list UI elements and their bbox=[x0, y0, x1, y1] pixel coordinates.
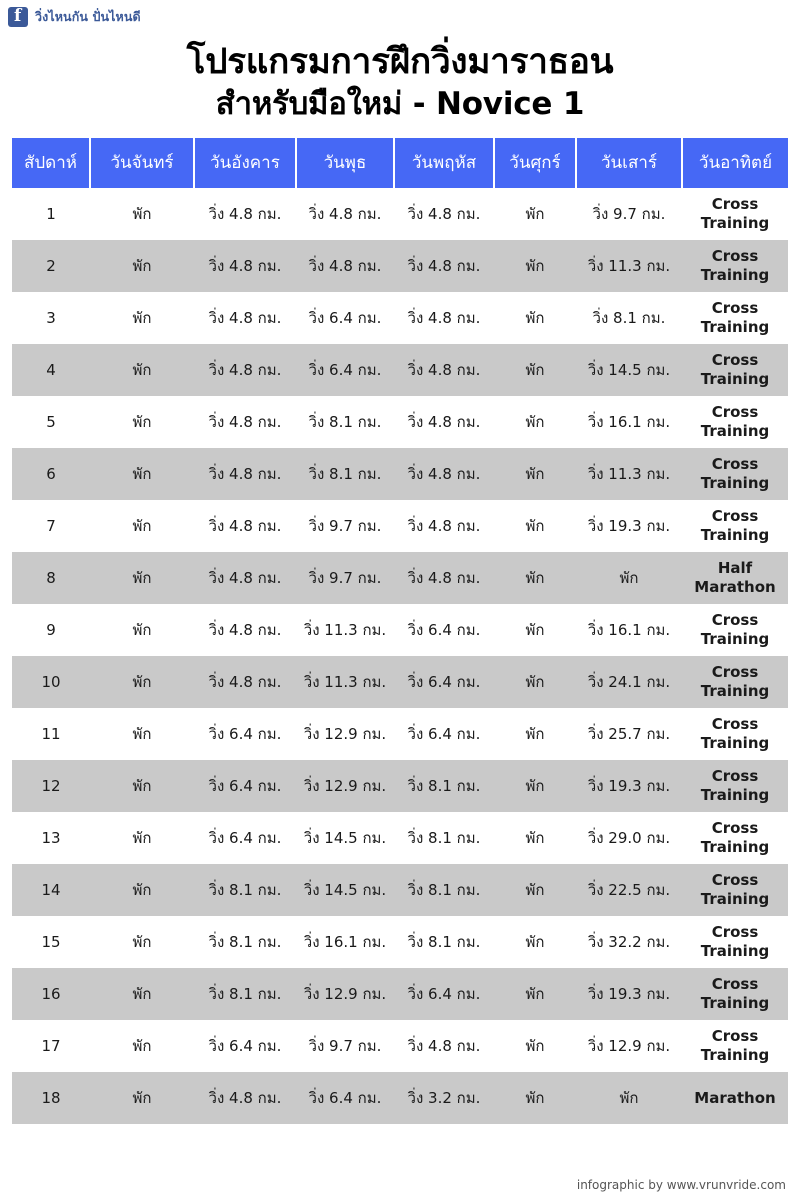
workout-cell: พัก bbox=[494, 1072, 576, 1124]
column-header-sunday: วันอาทิตย์ bbox=[682, 138, 788, 188]
workout-cell: วิ่ง 6.4 กม. bbox=[194, 708, 296, 760]
workout-cell: วิ่ง 11.3 กม. bbox=[296, 604, 394, 656]
workout-cell: พัก bbox=[494, 500, 576, 552]
brand-bar bbox=[0, 0, 800, 34]
table-row bbox=[12, 708, 788, 760]
workout-cell: วิ่ง 8.1 กม. bbox=[296, 448, 394, 500]
workout-cell: พัก bbox=[90, 500, 194, 552]
workout-cell: พัก bbox=[90, 1072, 194, 1124]
workout-cell: พัก bbox=[90, 396, 194, 448]
workout-cell: วิ่ง 6.4 กม. bbox=[296, 292, 394, 344]
week-number-cell: 14 bbox=[12, 864, 90, 916]
workout-cell: วิ่ง 6.4 กม. bbox=[394, 604, 494, 656]
workout-cell: วิ่ง 6.4 กม. bbox=[394, 708, 494, 760]
workout-cell: วิ่ง 4.8 กม. bbox=[194, 240, 296, 292]
sunday-cell: Cross Training bbox=[682, 604, 788, 656]
sunday-cell: Cross Training bbox=[682, 448, 788, 500]
workout-cell: วิ่ง 14.5 กม. bbox=[576, 344, 682, 396]
workout-cell: วิ่ง 16.1 กม. bbox=[576, 604, 682, 656]
week-number-cell: 1 bbox=[12, 188, 90, 240]
week-number-cell: 3 bbox=[12, 292, 90, 344]
workout-cell: วิ่ง 4.8 กม. bbox=[194, 1072, 296, 1124]
workout-cell: วิ่ง 8.1 กม. bbox=[296, 396, 394, 448]
table-row bbox=[12, 292, 788, 344]
workout-cell: วิ่ง 4.8 กม. bbox=[394, 188, 494, 240]
workout-cell: พัก bbox=[494, 292, 576, 344]
workout-cell: วิ่ง 8.1 กม. bbox=[194, 864, 296, 916]
workout-cell: พัก bbox=[90, 188, 194, 240]
workout-cell: พัก bbox=[90, 760, 194, 812]
table-row bbox=[12, 916, 788, 968]
workout-cell: พัก bbox=[494, 448, 576, 500]
facebook-icon[interactable] bbox=[8, 7, 28, 27]
sunday-cell: Cross Training bbox=[682, 812, 788, 864]
table-row bbox=[12, 760, 788, 812]
workout-cell: วิ่ง 4.8 กม. bbox=[194, 448, 296, 500]
workout-cell: วิ่ง 12.9 กม. bbox=[296, 708, 394, 760]
brand-name: วิ่งไหนกัน ปั่นไหนดี bbox=[35, 9, 141, 24]
workout-cell: พัก bbox=[90, 292, 194, 344]
week-number-cell: 9 bbox=[12, 604, 90, 656]
sunday-cell: Cross Training bbox=[682, 1020, 788, 1072]
week-number-cell: 8 bbox=[12, 552, 90, 604]
sunday-cell: Cross Training bbox=[682, 396, 788, 448]
table-row bbox=[12, 864, 788, 916]
workout-cell: วิ่ง 12.9 กม. bbox=[296, 760, 394, 812]
workout-cell: พัก bbox=[90, 448, 194, 500]
week-number-cell: 15 bbox=[12, 916, 90, 968]
week-number-cell: 2 bbox=[12, 240, 90, 292]
title-line-1: โปรแกรมการฝึกวิ่งมาราธอน bbox=[186, 42, 614, 82]
workout-cell: วิ่ง 9.7 กม. bbox=[296, 1020, 394, 1072]
workout-cell: พัก bbox=[90, 968, 194, 1020]
workout-cell: พัก bbox=[494, 656, 576, 708]
week-number-cell: 4 bbox=[12, 344, 90, 396]
footer-credit: infographic by www.vrunvride.com bbox=[576, 1178, 786, 1192]
column-header-wednesday: วันพุธ bbox=[296, 138, 394, 188]
workout-cell: พัก bbox=[90, 552, 194, 604]
workout-cell: วิ่ง 22.5 กม. bbox=[576, 864, 682, 916]
workout-cell: พัก bbox=[90, 916, 194, 968]
workout-cell: พัก bbox=[494, 864, 576, 916]
workout-cell: วิ่ง 25.7 กม. bbox=[576, 708, 682, 760]
workout-cell: วิ่ง 4.8 กม. bbox=[394, 448, 494, 500]
training-plan-table-wrap bbox=[12, 138, 788, 1124]
workout-cell: พัก bbox=[494, 968, 576, 1020]
workout-cell: พัก bbox=[494, 188, 576, 240]
week-number-cell: 10 bbox=[12, 656, 90, 708]
workout-cell: วิ่ง 4.8 กม. bbox=[394, 396, 494, 448]
week-number-cell: 11 bbox=[12, 708, 90, 760]
training-plan-table bbox=[12, 138, 788, 1124]
workout-cell: วิ่ง 8.1 กม. bbox=[194, 916, 296, 968]
table-row bbox=[12, 604, 788, 656]
workout-cell: วิ่ง 4.8 กม. bbox=[194, 656, 296, 708]
workout-cell: วิ่ง 6.4 กม. bbox=[394, 968, 494, 1020]
workout-cell: วิ่ง 12.9 กม. bbox=[576, 1020, 682, 1072]
workout-cell: พัก bbox=[494, 240, 576, 292]
sunday-cell: Cross Training bbox=[682, 500, 788, 552]
workout-cell: วิ่ง 9.7 กม. bbox=[296, 500, 394, 552]
week-number-cell: 12 bbox=[12, 760, 90, 812]
workout-cell: วิ่ง 4.8 กม. bbox=[194, 604, 296, 656]
workout-cell: พัก bbox=[494, 552, 576, 604]
workout-cell: พัก bbox=[90, 708, 194, 760]
workout-cell: พัก bbox=[90, 656, 194, 708]
sunday-cell: Cross Training bbox=[682, 916, 788, 968]
workout-cell: วิ่ง 8.1 กม. bbox=[394, 864, 494, 916]
workout-cell: วิ่ง 4.8 กม. bbox=[194, 396, 296, 448]
workout-cell: พัก bbox=[494, 708, 576, 760]
workout-cell: วิ่ง 4.8 กม. bbox=[194, 344, 296, 396]
workout-cell: วิ่ง 6.4 กม. bbox=[394, 656, 494, 708]
week-number-cell: 17 bbox=[12, 1020, 90, 1072]
sunday-cell: Cross Training bbox=[682, 760, 788, 812]
sunday-cell: Cross Training bbox=[682, 344, 788, 396]
table-row bbox=[12, 188, 788, 240]
workout-cell: วิ่ง 11.3 กม. bbox=[296, 656, 394, 708]
workout-cell: วิ่ง 9.7 กม. bbox=[576, 188, 682, 240]
workout-cell: วิ่ง 4.8 กม. bbox=[394, 500, 494, 552]
column-header-tuesday: วันอังคาร bbox=[194, 138, 296, 188]
workout-cell: วิ่ง 8.1 กม. bbox=[194, 968, 296, 1020]
workout-cell: วิ่ง 19.3 กม. bbox=[576, 760, 682, 812]
workout-cell: พัก bbox=[494, 812, 576, 864]
week-number-cell: 18 bbox=[12, 1072, 90, 1124]
workout-cell: วิ่ง 24.1 กม. bbox=[576, 656, 682, 708]
week-number-cell: 6 bbox=[12, 448, 90, 500]
workout-cell: วิ่ง 8.1 กม. bbox=[394, 812, 494, 864]
sunday-cell: Marathon bbox=[682, 1072, 788, 1124]
workout-cell: วิ่ง 19.3 กม. bbox=[576, 968, 682, 1020]
sunday-cell: Cross Training bbox=[682, 968, 788, 1020]
workout-cell: วิ่ง 14.5 กม. bbox=[296, 864, 394, 916]
column-header-saturday: วันเสาร์ bbox=[576, 138, 682, 188]
table-row bbox=[12, 1072, 788, 1124]
workout-cell: วิ่ง 4.8 กม. bbox=[194, 500, 296, 552]
workout-cell: พัก bbox=[494, 916, 576, 968]
workout-cell: วิ่ง 6.4 กม. bbox=[194, 1020, 296, 1072]
workout-cell: พัก bbox=[494, 604, 576, 656]
table-row bbox=[12, 1020, 788, 1072]
workout-cell: พัก bbox=[494, 344, 576, 396]
table-row bbox=[12, 240, 788, 292]
workout-cell: วิ่ง 29.0 กม. bbox=[576, 812, 682, 864]
table-row bbox=[12, 552, 788, 604]
sunday-cell: Cross Training bbox=[682, 864, 788, 916]
workout-cell: วิ่ง 6.4 กม. bbox=[296, 1072, 394, 1124]
workout-cell: วิ่ง 4.8 กม. bbox=[394, 552, 494, 604]
workout-cell: วิ่ง 4.8 กม. bbox=[394, 240, 494, 292]
workout-cell: วิ่ง 16.1 กม. bbox=[296, 916, 394, 968]
sunday-cell: Cross Training bbox=[682, 188, 788, 240]
sunday-cell: Half Marathon bbox=[682, 552, 788, 604]
sunday-cell: Cross Training bbox=[682, 656, 788, 708]
workout-cell: วิ่ง 8.1 กม. bbox=[394, 760, 494, 812]
workout-cell: พัก bbox=[90, 604, 194, 656]
title-line-2: สำหรับมือใหม่ - Novice 1 bbox=[215, 86, 585, 122]
workout-cell: พัก bbox=[494, 760, 576, 812]
week-number-cell: 13 bbox=[12, 812, 90, 864]
workout-cell: วิ่ง 14.5 กม. bbox=[296, 812, 394, 864]
workout-cell: วิ่ง 32.2 กม. bbox=[576, 916, 682, 968]
workout-cell: พัก bbox=[90, 812, 194, 864]
week-number-cell: 16 bbox=[12, 968, 90, 1020]
workout-cell: วิ่ง 4.8 กม. bbox=[394, 292, 494, 344]
workout-cell: วิ่ง 4.8 กม. bbox=[296, 240, 394, 292]
workout-cell: พัก bbox=[90, 1020, 194, 1072]
table-row bbox=[12, 448, 788, 500]
workout-cell: วิ่ง 12.9 กม. bbox=[296, 968, 394, 1020]
week-number-cell: 5 bbox=[12, 396, 90, 448]
workout-cell: วิ่ง 19.3 กม. bbox=[576, 500, 682, 552]
workout-cell: พัก bbox=[494, 1020, 576, 1072]
sunday-cell: Cross Training bbox=[682, 708, 788, 760]
workout-cell: พัก bbox=[90, 240, 194, 292]
sunday-cell: Cross Training bbox=[682, 292, 788, 344]
week-number-cell: 7 bbox=[12, 500, 90, 552]
table-row bbox=[12, 500, 788, 552]
table-header bbox=[12, 138, 788, 188]
workout-cell: พัก bbox=[576, 552, 682, 604]
workout-cell: พัก bbox=[90, 344, 194, 396]
table-header-row bbox=[12, 138, 788, 188]
table-row bbox=[12, 656, 788, 708]
page-title bbox=[0, 40, 800, 124]
table-row bbox=[12, 344, 788, 396]
sunday-cell: Cross Training bbox=[682, 240, 788, 292]
workout-cell: พัก bbox=[90, 864, 194, 916]
workout-cell: วิ่ง 4.8 กม. bbox=[194, 188, 296, 240]
workout-cell: วิ่ง 6.4 กม. bbox=[194, 760, 296, 812]
table-row bbox=[12, 968, 788, 1020]
column-header-week: สัปดาห์ bbox=[12, 138, 90, 188]
column-header-thursday: วันพฤหัส bbox=[394, 138, 494, 188]
table-row bbox=[12, 396, 788, 448]
workout-cell: วิ่ง 6.4 กม. bbox=[194, 812, 296, 864]
workout-cell: วิ่ง 4.8 กม. bbox=[194, 292, 296, 344]
workout-cell: พัก bbox=[494, 396, 576, 448]
column-header-friday: วันศุกร์ bbox=[494, 138, 576, 188]
workout-cell: วิ่ง 8.1 กม. bbox=[394, 916, 494, 968]
workout-cell: วิ่ง 4.8 กม. bbox=[194, 552, 296, 604]
workout-cell: วิ่ง 16.1 กม. bbox=[576, 396, 682, 448]
workout-cell: วิ่ง 3.2 กม. bbox=[394, 1072, 494, 1124]
column-header-monday: วันจันทร์ bbox=[90, 138, 194, 188]
workout-cell: วิ่ง 11.3 กม. bbox=[576, 448, 682, 500]
workout-cell: วิ่ง 9.7 กม. bbox=[296, 552, 394, 604]
workout-cell: วิ่ง 8.1 กม. bbox=[576, 292, 682, 344]
table-row bbox=[12, 812, 788, 864]
workout-cell: พัก bbox=[576, 1072, 682, 1124]
workout-cell: วิ่ง 4.8 กม. bbox=[394, 344, 494, 396]
workout-cell: วิ่ง 4.8 กม. bbox=[394, 1020, 494, 1072]
table-body bbox=[12, 188, 788, 1124]
workout-cell: วิ่ง 4.8 กม. bbox=[296, 188, 394, 240]
workout-cell: วิ่ง 6.4 กม. bbox=[296, 344, 394, 396]
workout-cell: วิ่ง 11.3 กม. bbox=[576, 240, 682, 292]
